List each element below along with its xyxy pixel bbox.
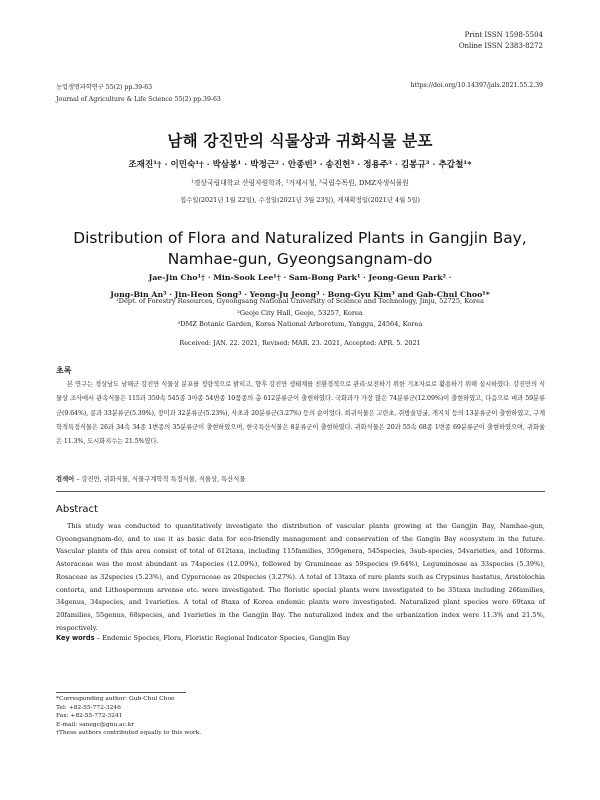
footnote-email[interactable]: E-mail: sanegc@gnu.ac.kr — [56, 721, 135, 728]
keywords-korean — [56, 474, 545, 483]
title-english-line-2: Namhae-gun, Gyeongsangnam-do — [167, 250, 433, 268]
online-issn: Online ISSN 2383-8272 — [458, 42, 543, 50]
doi-link[interactable]: https://doi.org/10.14397/jals.2021.55.2.39 — [410, 82, 543, 89]
authors-english-line-2: Jong-Bin An³ · Jin-Heon Song³ · Yeong-Ju Jeong³ · Bong-Gyu Kim³ and Gab-Chul Choo¹* — [110, 290, 490, 299]
abstract-korean-heading: 초록 — [56, 366, 72, 375]
affiliation-2: ²Geoje City Hall, Geoje, 53257, Korea — [237, 308, 363, 317]
keywords-korean-label: 검색어 — [56, 476, 75, 483]
affiliations-english — [0, 296, 600, 331]
dates-english: Received: JAN. 22. 2021, Revised: MAR. 23. 2021, Accepted: APR. 5. 2021 — [179, 339, 421, 347]
authors-korean: 조재진¹† · 이민숙¹† · 박삼봉¹ · 박정근² · 안종빈³ · 송진헌³ · 정용주³ · 김봉규³ · 추갑철¹* — [128, 160, 472, 170]
keywords-korean-list: 강진만, 귀화식물, 식물구계학적 특정식물, 식물상, 특산식물 — [81, 476, 246, 483]
print-issn: Print ISSN 1598-5504 — [464, 31, 543, 39]
journal-citation-en: Journal of Agriculture & Life Science 55(2) pp.39-63 — [56, 96, 221, 103]
keywords-english — [56, 634, 545, 642]
abstract-korean-body: 본 연구는 경상남도 남해군 강진만 식물상 분포를 정량적으로 밝히고, 향후 강진만 생태계를 친환경적으로 관리·보전하기 위한 기초자료로 활용하기 위해 실시하였다. 강진만의 식물상 조사에서 관속식물은 115과 359속 545종 3아종 54변종 10품종의 총 612분류군이 출현하였다. 국화과가 가장 많은 74분류군(12.09%)이 출현하였고, 다음으로 벼과 59분류군(9.64%), 콩과 33분류군(5.39%), 장미과 32분류군(5.23%), 사초과 20분류군(3.27%) 등의 순이었다. 희귀식물은 고란초, 쥐방울덩굴, 개지치 등의 13분류군이 출현하였고, 구계학적특정식물은 26과 34속 34종 1변종의 35분류군이 출현하였으며, 한국특산식물은 8분류군이 출현하였다. 귀화식물은 20과 55속 68종 1변종 69분류군이 출현하였으며, 귀화율은 11.3%, 도시화지수는 21.5%였다. — [56, 381, 545, 446]
title-english-line-1: Distribution of Flora and Naturalized Plants in Gangjin Bay, — [73, 229, 527, 247]
footnote-equal-contribution: †These authors contributed equally to this work. — [56, 730, 202, 737]
section-divider — [56, 491, 545, 492]
keywords-korean-separator: – — [76, 476, 82, 483]
title-korean: 남해 강진만의 식물상과 귀화식물 분포 — [167, 132, 433, 150]
dates-korean: 접수일(2021년 1월 22일), 수정일(2021년 3월 23일), 게재확정일(2021년 4월 5일) — [179, 196, 421, 204]
abstract-english-body: This study was conducted to quantitatively investigate the distribution of vascular plants growing at the Gangjin Bay, Namhae-gun, Gyeongsangnam-do, and to use it as basic data for eco-friendly management and conservation of the Gangin Bay ecosystem in the future. Vascular plants of this area consist of total of 612taxa, including 115families, 359genera, 545species, 3sub-species, 54varieties, and 10forms. Asteraceae was the most abundant as 74species (12.09%), followed by Gramineae as 59species (9.64%), Leguminosae as 33species (5.39%), Rosaceae as 32species (5.23%), and Cyperaceae as 20species (3.27%). A total of 13taxa of rare plants such as Crypsinus hastatus, Aristolochia contorta, and Lithospermum arvense etc. were investigated. The floristic special plants were investigated to be 35taxa including 26families, 34genus, 34species, and 1varieties. A total of 8taxa of Korea endemic plants were investigated. Naturalized plant species were 69taxa of 20families, 55genus, 68species, and 1varieties in the Gangjin Bay. The naturalized index and the urbanization index were 11.3% and 21.5%, respectively. — [56, 522, 545, 632]
keywords-english-list: Endemic Species, Flora, Floristic Regional Indicator Species, Gangjin Bay — [102, 634, 350, 642]
keywords-english-separator: – — [96, 634, 103, 642]
title-english — [0, 228, 600, 270]
footnote-fax: Fax: +82-55-772-3241 — [56, 713, 123, 720]
footnote-corresponding: *Corresponding author: Gub-Chul Choo — [56, 696, 175, 702]
footnote-divider — [56, 692, 186, 693]
abstract-english-heading: Abstract — [56, 504, 98, 515]
affiliation-1: ¹Dept. of Forestry Resources, Gyeongsang National University of Science and Technology, Jinju, 52725, Korea — [116, 297, 484, 305]
journal-citation-ko: 농업생명과학연구 55(2) pp.39-63 — [56, 84, 153, 91]
authors-english-line-1: Jae-Jin Cho¹† · Min-Sook Lee¹† · Sam-Bong Park¹ · Jeong-Geun Park² · — [148, 273, 452, 282]
keywords-english-label: Key words — [56, 634, 95, 642]
footnotes — [56, 695, 201, 738]
affiliation-3: ³DMZ Botanic Garden, Korea National Arboretum, Yanggu, 24564, Korea — [177, 320, 423, 328]
footnote-tel: Tel: +82-55-772-3246 — [56, 704, 121, 711]
affiliations-korean: ¹경상국립대학교 산림자원학과, ²거제시청, ³국립수목원, DMZ자생식물원 — [191, 179, 409, 187]
